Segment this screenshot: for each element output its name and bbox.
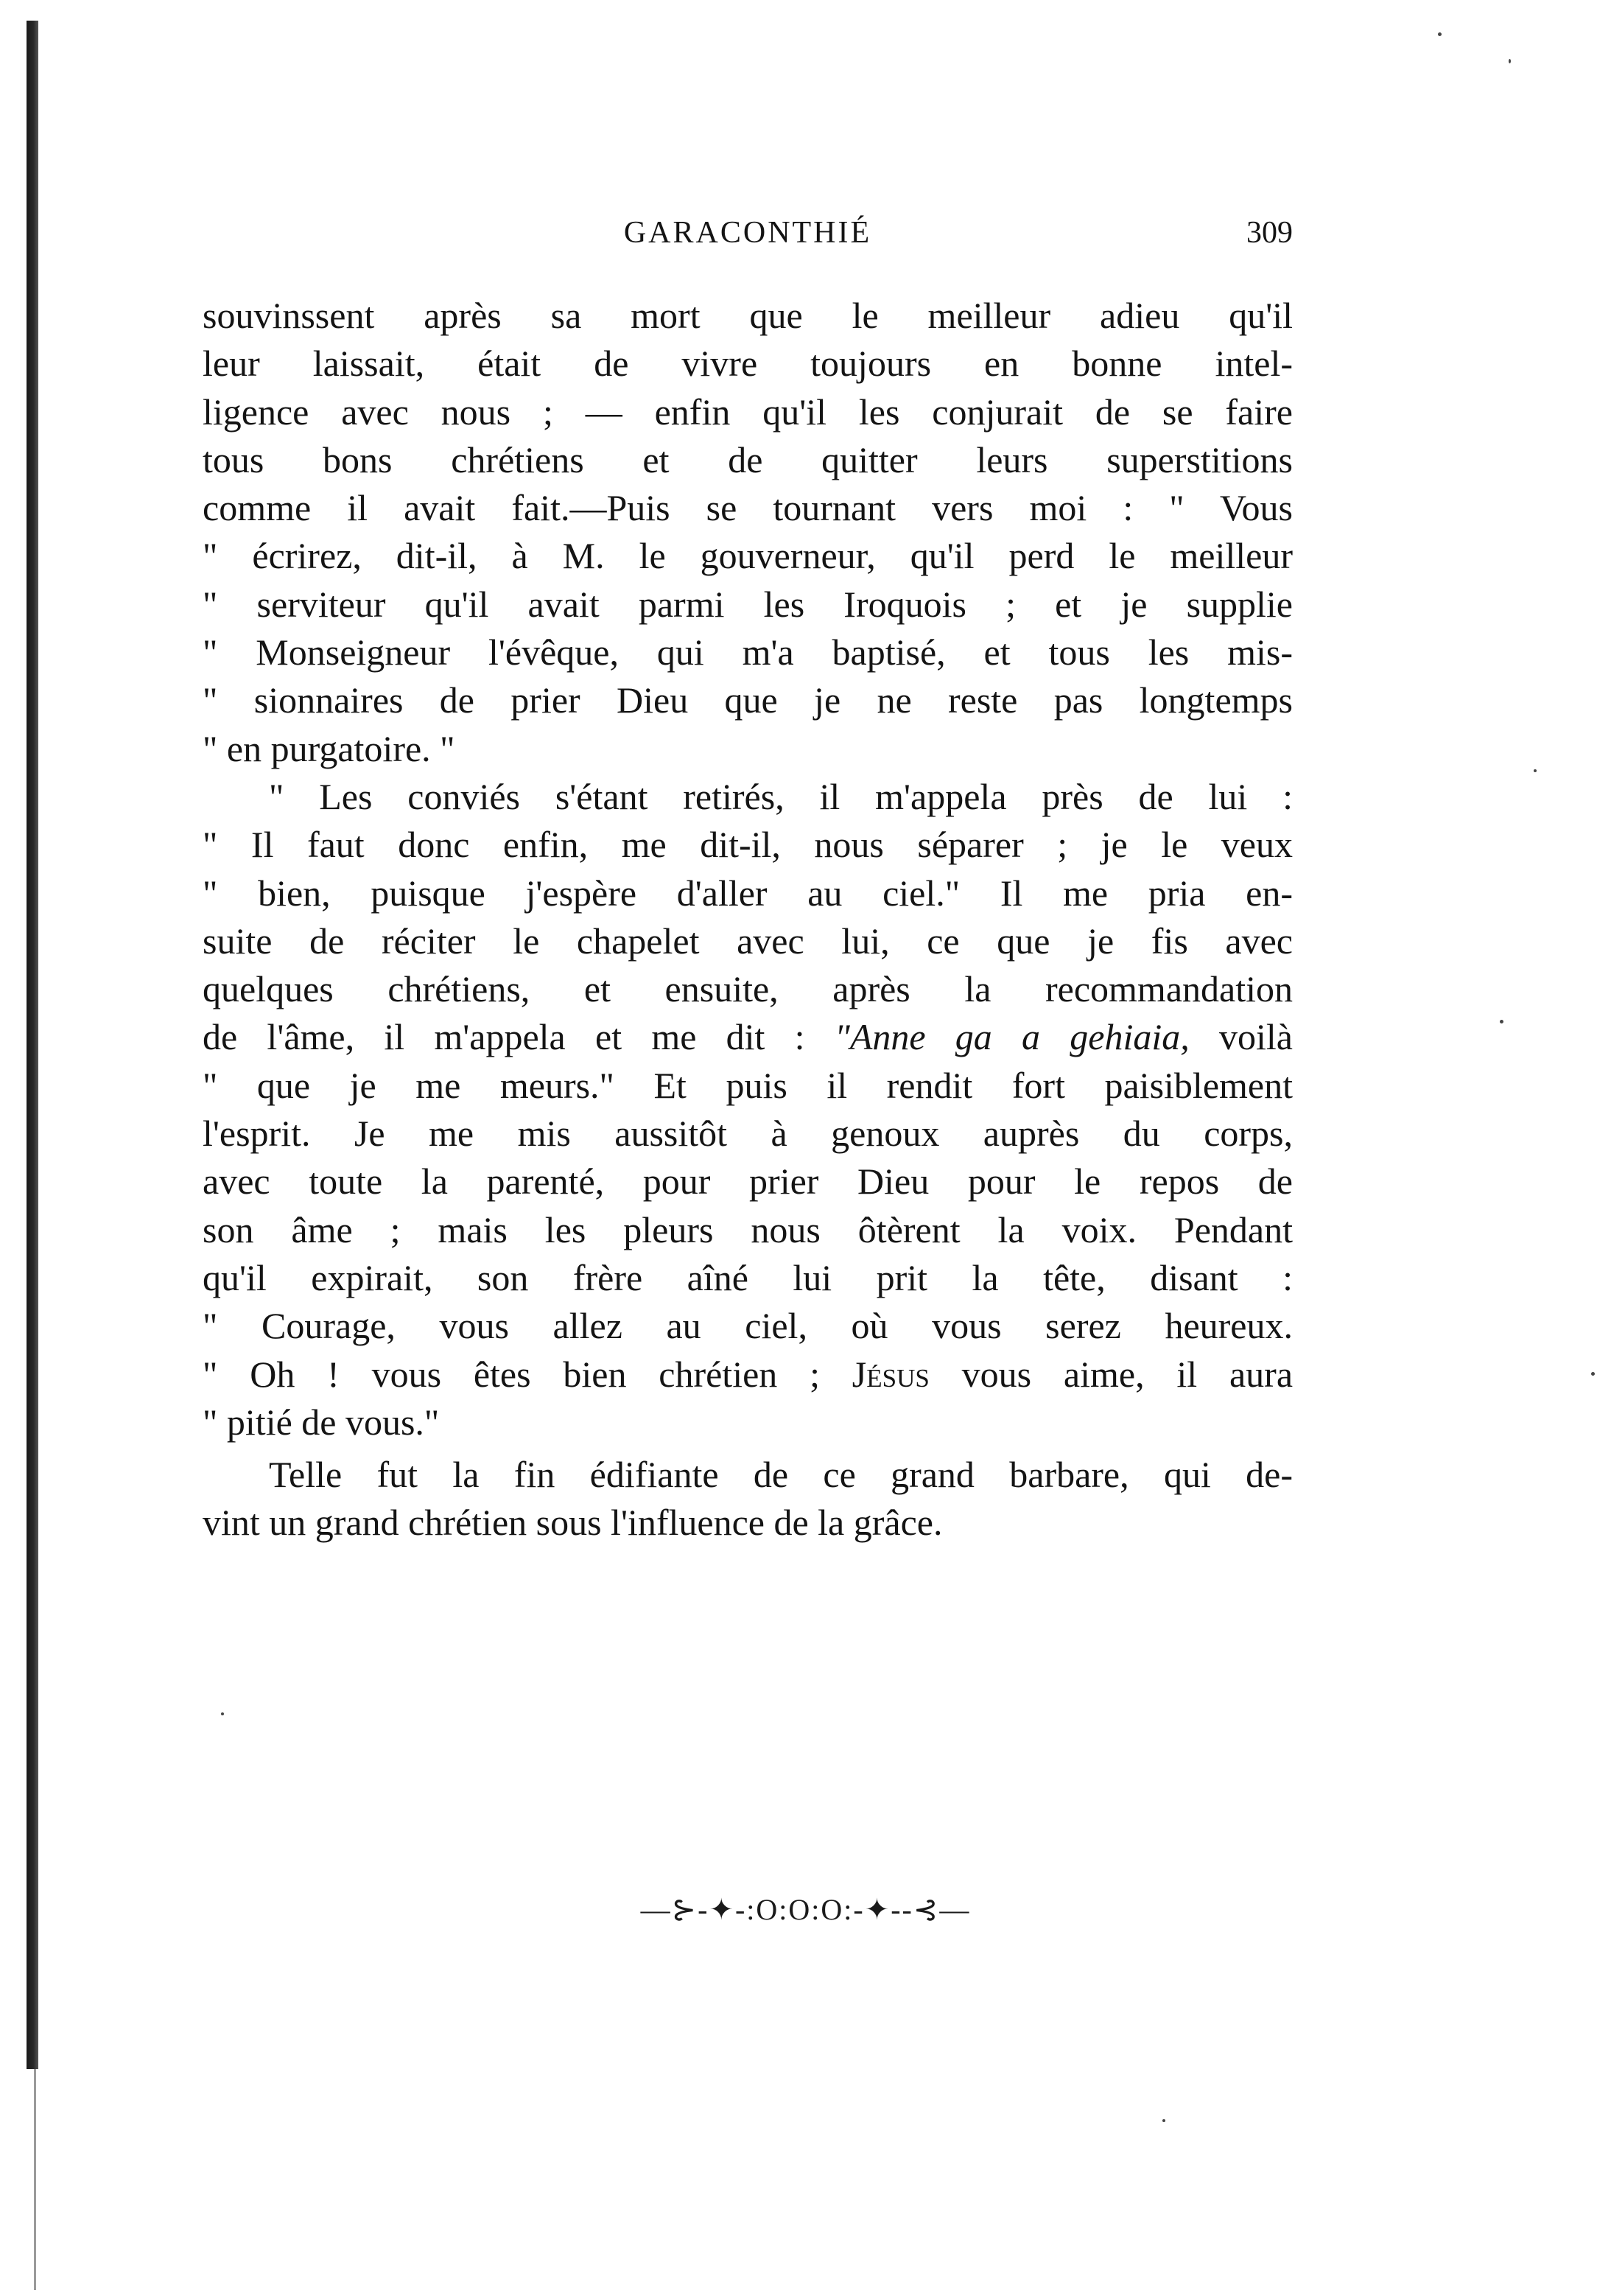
- text-fragment: voilà: [1219, 1016, 1293, 1058]
- text-line: tous bons chrétiens et de quitter leurs superstitions: [203, 438, 1293, 480]
- text-line: comme il avait fait.—Puis se tournant vers moi : " Vous: [203, 487, 1293, 529]
- jesus-smallcaps: Jésus: [852, 1353, 930, 1395]
- iroquois-phrase: "Anne ga a gehiaia,: [834, 1016, 1190, 1058]
- text-line: souvinssent après sa mort que le meilleur adieu qu'il: [203, 295, 1293, 336]
- text-line: Telle fut la fin édifiante de ce grand barbare, qui de-: [269, 1454, 1293, 1496]
- text-fragment: " Oh ! vous êtes bien chrétien ;: [203, 1353, 820, 1395]
- scan-speck: [221, 1712, 224, 1715]
- scan-speck: [1438, 32, 1442, 36]
- text-line: leur laissait, était de vivre toujours en bonne intel-: [203, 343, 1293, 385]
- scan-speck: [1591, 1372, 1595, 1376]
- text-line: " sionnaires de prier Dieu que je ne reste pas longtemps: [203, 679, 1293, 721]
- running-head: [203, 215, 1293, 259]
- text-line: " en purgatoire. ": [203, 727, 455, 769]
- text-fragment: de l'âme, il m'appela et me dit :: [203, 1016, 805, 1058]
- text-line: ligence avec nous ; — enfin qu'il les conjurait de se faire: [203, 391, 1293, 433]
- binding-edge: [27, 21, 38, 2069]
- body-text: [203, 292, 1293, 1547]
- text-line: " Il faut donc enfin, me dit-il, nous séparer ; je le veux: [203, 824, 1293, 866]
- running-title: GARACONTHIÉ: [623, 216, 872, 250]
- text-line: " serviteur qu'il avait parmi les Iroquois ; et je supplie: [203, 583, 1293, 625]
- text-line: " bien, puisque j'espère d'aller au ciel." Il me pria en-: [203, 872, 1293, 914]
- end-ornament: —⊱-✦-:O:O:O:-✦--⊰—: [640, 1893, 971, 1926]
- scan-speck: [1162, 2119, 1165, 2122]
- text-line: l'esprit. Je me mis aussitôt à genoux auprès du corps,: [203, 1113, 1293, 1155]
- page-number: 309: [1246, 216, 1293, 250]
- text-line: suite de réciter le chapelet avec lui, ce que je fis avec: [203, 920, 1293, 962]
- text-line: " Monseigneur l'évêque, qui m'a baptisé, et tous les mis-: [203, 631, 1293, 673]
- text-line: " Courage, vous allez au ciel, où vous serez heureux.: [203, 1305, 1293, 1347]
- text-line: " que je me meurs." Et puis il rendit fort paisiblement: [203, 1064, 1293, 1106]
- scan-speck: [1534, 769, 1537, 772]
- scan-speck: [1500, 1020, 1503, 1023]
- text-line: avec toute la parenté, pour prier Dieu pour le repos de: [203, 1161, 1293, 1203]
- text-line: " Les conviés s'étant retirés, il m'appela près de lui :: [269, 775, 1293, 817]
- scan-speck: [1509, 59, 1511, 63]
- text-line: quelques chrétiens, et ensuite, après la recommandation: [203, 968, 1293, 1010]
- text-line-with-smallcaps: [203, 1351, 1293, 1399]
- text-line: qu'il expirait, son frère aîné lui prit la tête, disant :: [203, 1256, 1293, 1298]
- text-line: vint un grand chrétien sous l'influence de la grâce.: [203, 1502, 943, 1544]
- text-line: " pitié de vous.": [203, 1401, 440, 1443]
- text-fragment: vous aime, il aura: [961, 1353, 1294, 1395]
- text-line-with-quote: [203, 1013, 1293, 1061]
- text-line: son âme ; mais les pleurs nous ôtèrent la voix. Pendant: [203, 1208, 1293, 1250]
- binding-edge-faint: [34, 2069, 36, 2290]
- text-line: " écrirez, dit-il, à M. le gouverneur, qu'il perd le meilleur: [203, 535, 1293, 577]
